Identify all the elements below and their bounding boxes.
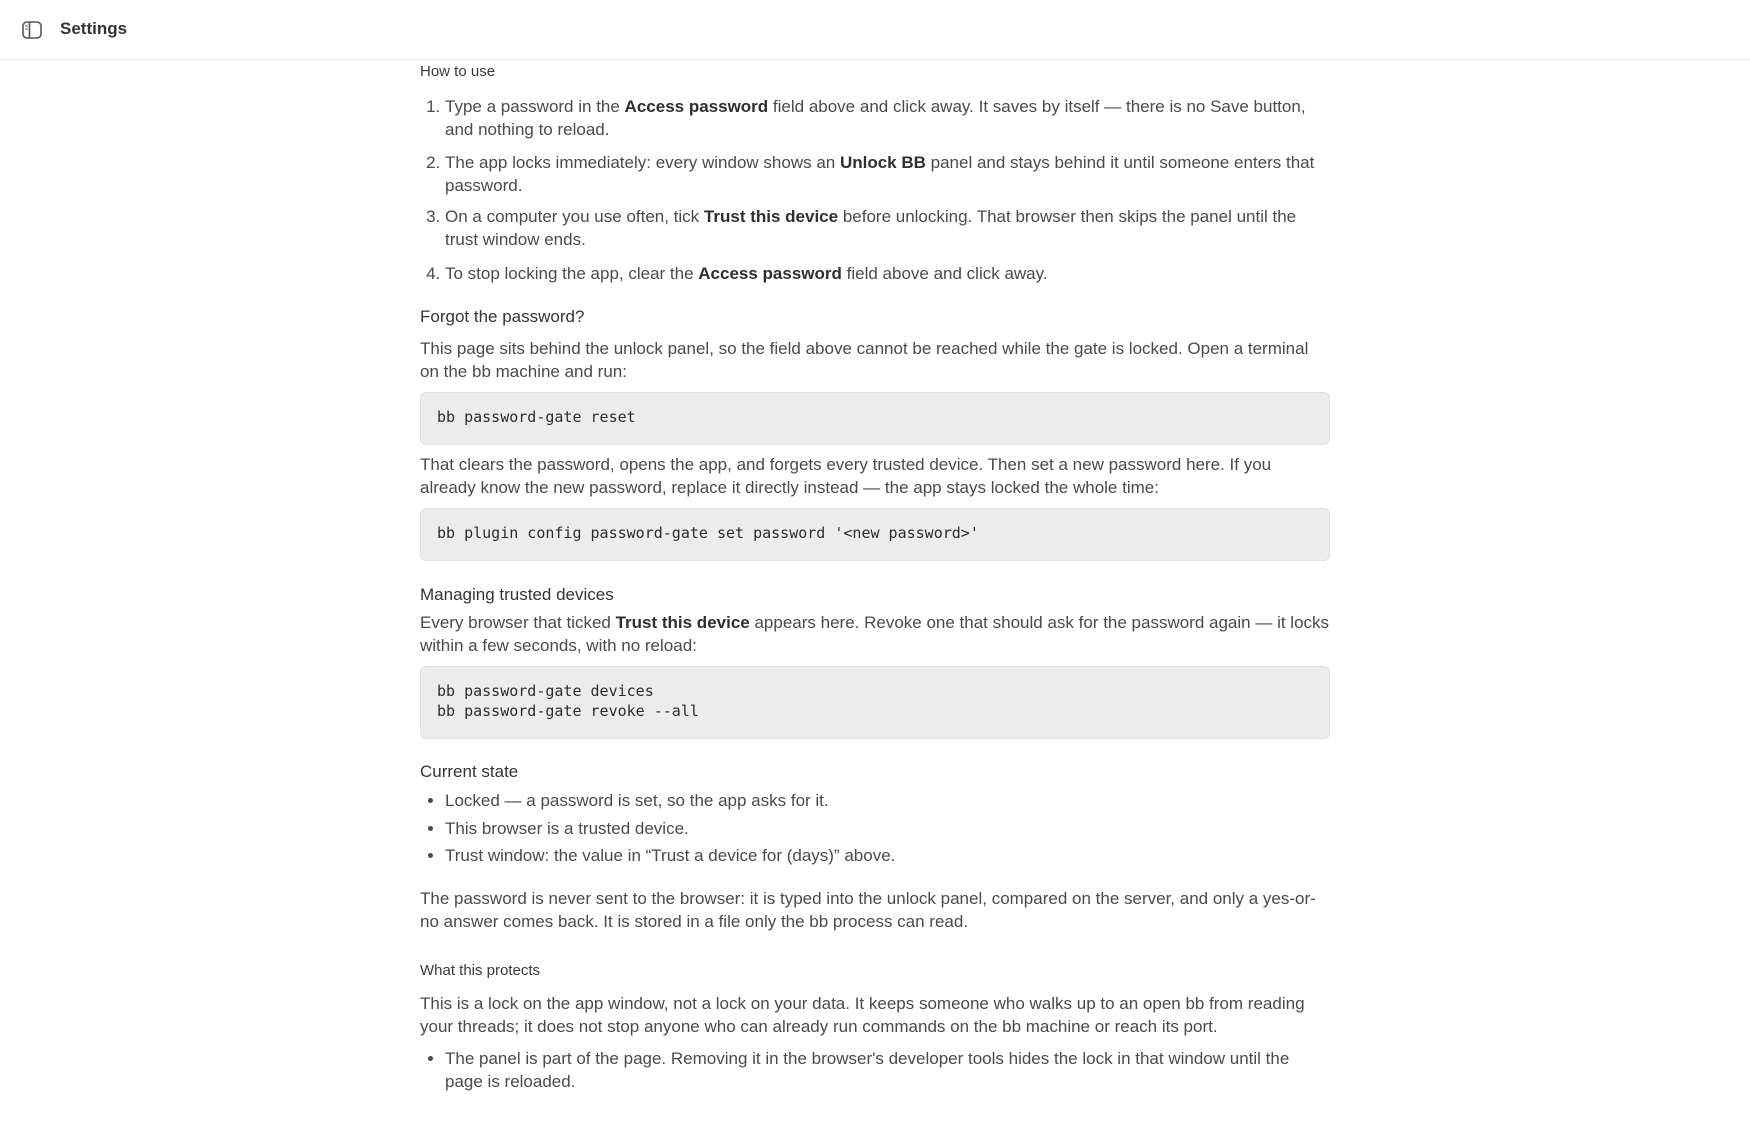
forgot-middle-text: That clears the password, opens the app, and forgets every trusted device. Then set a new password here. If you already know the new password, replace it directly instead — the app stays locked the whole time: <box>420 455 1272 497</box>
protects-intro-text: This is a lock on the app window, not a lock on your data. It keeps someone who walks up to an open bb from reading your threads; it does not stop anyone who can already run commands on the bb machine or reach its port. <box>420 994 1305 1036</box>
protects-list <box>420 1047 1330 1093</box>
page-title: Settings <box>60 19 128 38</box>
code-line: bb password-gate revoke --all <box>437 702 699 720</box>
list-item: • This browser is a trusted device. <box>445 817 1330 840</box>
list-item: • Locked — a password is set, so the app asks for it. <box>445 789 1330 812</box>
what-this-protects-heading: What this protects <box>420 962 541 979</box>
current-state-heading: Current state <box>420 762 519 781</box>
main-content <box>420 60 1330 1098</box>
current-state-list <box>420 789 1330 867</box>
reset-command-block: bb password-gate reset <box>420 392 1330 445</box>
forgot-intro-text: This page sits behind the unlock panel, so the field above cannot be reached while the gate is locked. Open a terminal on the bb machine and run: <box>420 339 1309 381</box>
set-password-command-block: bb plugin config password-gate set password '<new password>' <box>420 508 1330 561</box>
list-item: • Trust window: the value in “Trust a device for (days)” above. <box>445 844 1330 867</box>
forgot-password-heading: Forgot the password? <box>420 307 585 326</box>
step-item: 3. On a computer you use often, tick Trust this device before unlocking. That browser then skips the panel until the trust window ends. <box>445 205 1330 251</box>
list-item: • The panel is part of the page. Removing it in the browser's developer tools hides the lock in that window until the page is reloaded. <box>445 1047 1330 1093</box>
code-line: bb password-gate devices <box>437 682 654 700</box>
step-item: 4. To stop locking the app, clear the Access password field above and click away. <box>445 262 1330 285</box>
password-note: The password is never sent to the browser: it is typed into the unlock panel, compared on the server, and only a yes-or-no answer comes back. It is stored in a file only the bb process can read. <box>420 889 1316 931</box>
step-item: 2. The app locks immediately: every window shows an Unlock BB panel and stays behind it until someone enters that password. <box>445 151 1330 197</box>
how-to-use-steps <box>420 95 1330 285</box>
trusted-devices-heading: Managing trusted devices <box>420 585 614 604</box>
step-item: 1. Type a password in the Access password field above and click away. It saves by itself — there is no Save button, and nothing to reload. <box>445 95 1330 141</box>
top-bar <box>0 0 1750 60</box>
sidebar-toggle-icon[interactable] <box>20 20 44 40</box>
trusted-devices-text: Every browser that ticked Trust this device appears here. Revoke one that should ask for the password again — it locks within a few seconds, with no reload: <box>420 613 1330 655</box>
how-to-use-heading: How to use <box>420 63 496 80</box>
devices-command-block <box>420 666 1330 739</box>
